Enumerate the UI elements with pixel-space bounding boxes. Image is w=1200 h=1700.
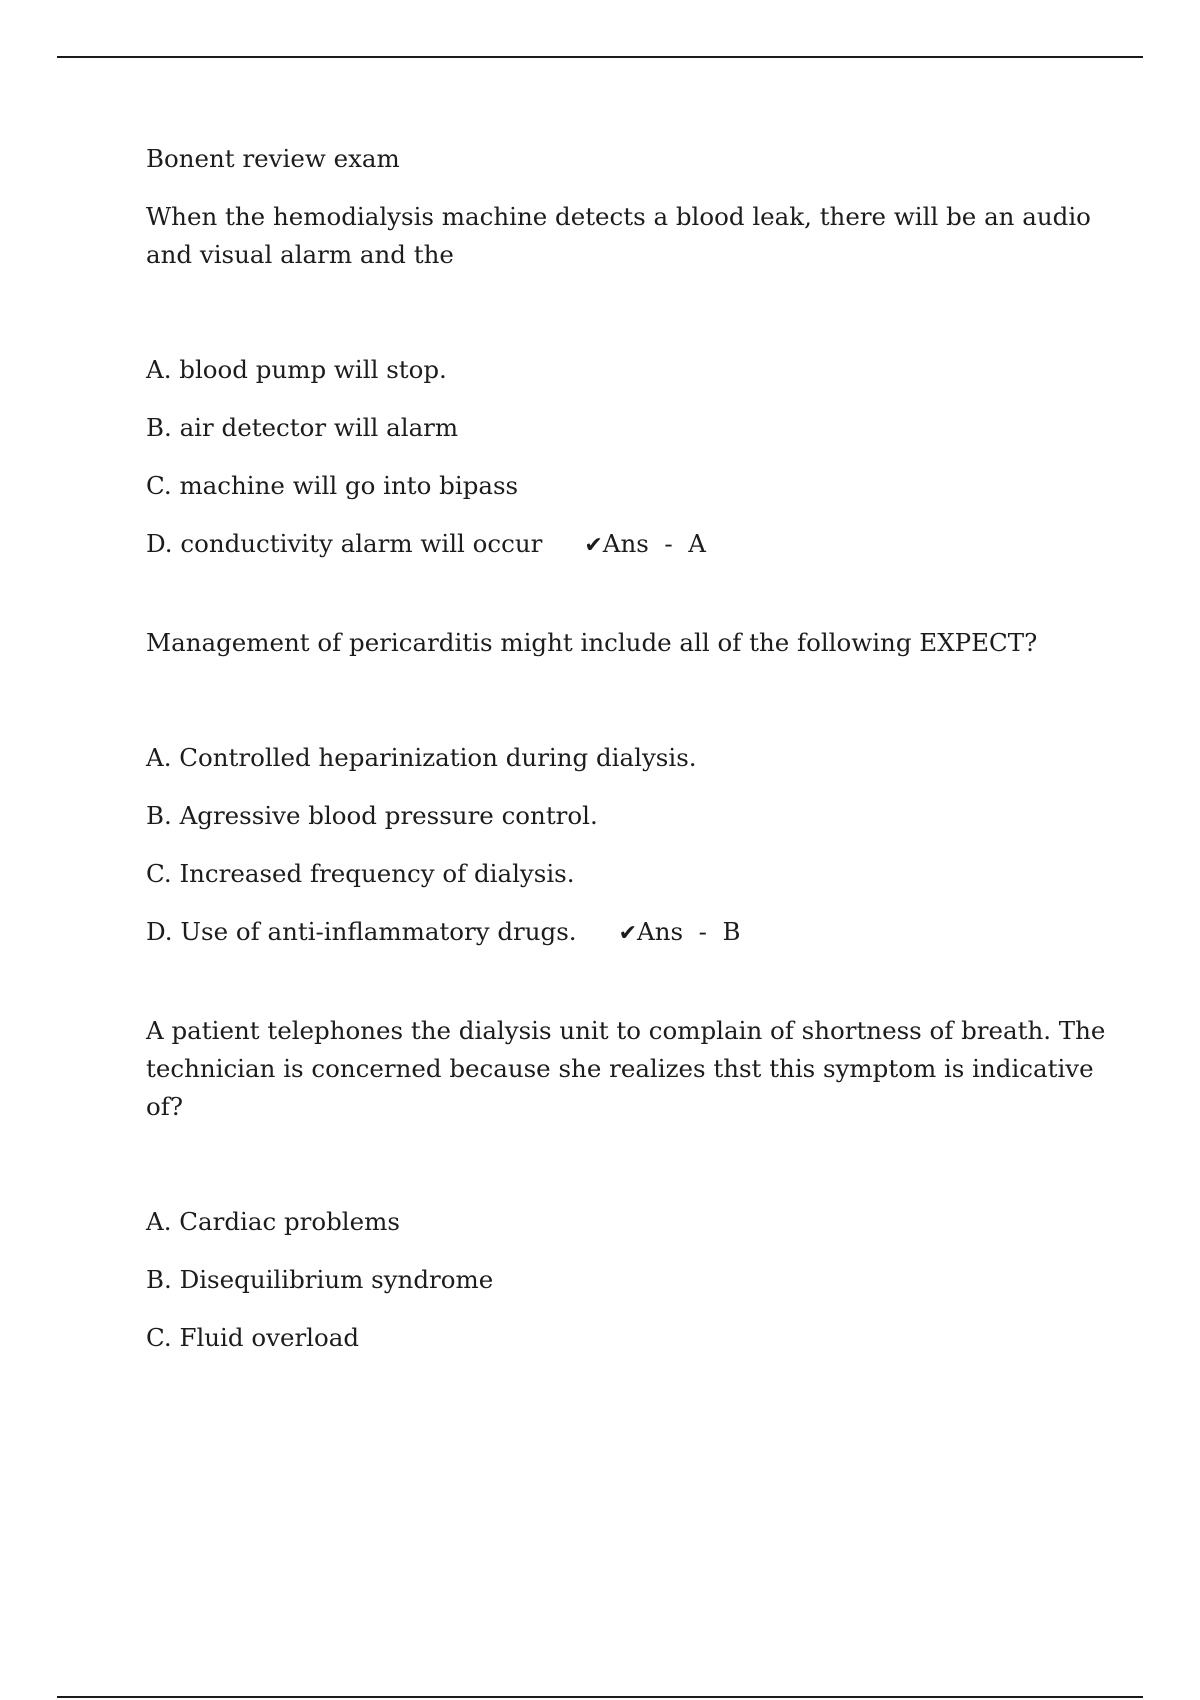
option-d: D. Use of anti-inflammatory drugs. ✔Ans - B — [146, 913, 1106, 953]
bottom-rule — [57, 1696, 1143, 1698]
option-a: A. blood pump will stop. — [146, 355, 447, 384]
question-text: A patient telephones the dialysis unit to complain of shortness of breath. The technician is concerned because she realizes thst this symptom is indicative of? — [146, 1016, 1106, 1121]
option-a: A. Controlled heparinization during dialysis. — [146, 743, 697, 772]
answer-key — [584, 525, 706, 565]
question-text: When the hemodialysis machine detects a blood leak, there will be an audio and visual alarm and the — [146, 202, 1091, 269]
answer-text: Ans - B — [637, 917, 741, 946]
exam-content — [146, 140, 1106, 1377]
option-c: C. Increased frequency of dialysis. — [146, 859, 575, 888]
answer-text: Ans - A — [602, 529, 706, 558]
document-title: Bonent review exam — [146, 144, 400, 173]
option-list — [146, 739, 1106, 953]
option-b: B. Agressive blood pressure control. — [146, 801, 598, 830]
option-list — [146, 351, 1106, 565]
question-2 — [146, 624, 1106, 953]
option-d: D. conductivity alarm will occur ✔Ans - A — [146, 525, 1106, 565]
option-c: C. machine will go into bipass — [146, 471, 519, 500]
top-rule — [57, 56, 1143, 58]
question-text: Management of pericarditis might include all of the following EXPECT? — [146, 628, 1038, 657]
answer-key — [619, 913, 741, 953]
question-3 — [146, 1012, 1106, 1357]
check-mark-icon: ✔ — [584, 533, 603, 558]
option-b: B. air detector will alarm — [146, 413, 459, 442]
check-mark-icon: ✔ — [618, 921, 638, 946]
option-list — [146, 1203, 1106, 1357]
question-1 — [146, 198, 1106, 565]
option-c: C. Fluid overload — [146, 1323, 360, 1352]
option-a: A. Cardiac problems — [146, 1207, 400, 1236]
option-b: B. Disequilibrium syndrome — [146, 1265, 494, 1294]
